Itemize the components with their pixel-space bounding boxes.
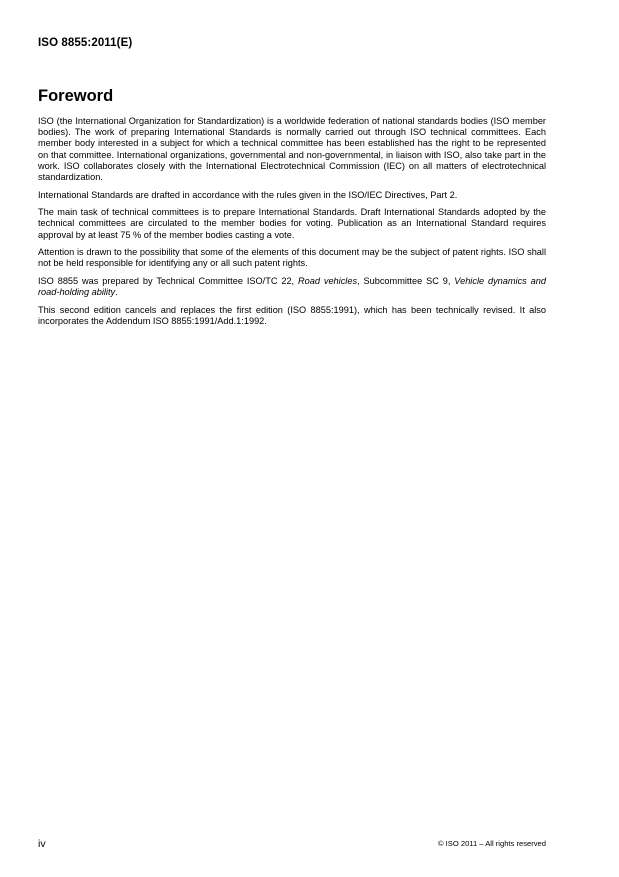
paragraph-5-text-2: , Subcommittee SC 9, xyxy=(357,276,455,286)
page-number: iv xyxy=(38,838,46,850)
paragraph-5-text-1: ISO 8855 was prepared by Technical Committee ISO/TC 22, xyxy=(38,276,298,286)
paragraph-2: International Standards are drafted in accordance with the rules given in the ISO/IEC Directives, Part 2. xyxy=(38,189,458,200)
paragraph-3: The main task of technical committees is to prepare International Standards. Draft International Standards adopted by the technical committees are circulated to the member bodies for voting. Publication as an International Standard requires approval by at least 75 % of the member bodies casting a vote. xyxy=(38,207,546,240)
foreword-body xyxy=(38,116,546,334)
paragraph-6: This second edition cancels and replaces the first edition (ISO 8855:1991), which has been technically revised. It also incorporates the Addendum ISO 8855:1991/Add.1:1992. xyxy=(38,304,546,326)
copyright-notice: © ISO 2011 – All rights reserved xyxy=(437,839,546,848)
paragraph-5-text-3: . xyxy=(115,287,118,298)
paragraph-5 xyxy=(38,276,546,298)
paragraph-4: Attention is drawn to the possibility that some of the elements of this document may be the subject of patent rights. ISO shall not be held responsible for identifying any or all such patent rights. xyxy=(38,247,546,269)
committee-name: Road vehicles xyxy=(298,276,358,286)
paragraph-1: ISO (the International Organization for Standardization) is a worldwide federation of national standards bodies (ISO member bodies). The work of preparing International Standards is normally carried out through ISO technical committees. Each member body interested in a subject for which a technical committee has been established has the right to be represented on that committee. International organizations, governmental and non-governmental, in liaison with ISO, also take part in the work. ISO collaborates closely with the International Electrotechnical Commission (IEC) on all matters of electrotechnical standardization. xyxy=(38,116,546,183)
page-title: Foreword xyxy=(38,87,114,105)
document-header: ISO 8855:2011(E) xyxy=(38,37,133,49)
subcommittee-name: Vehicle dynamics and road-holding ability xyxy=(38,276,546,298)
